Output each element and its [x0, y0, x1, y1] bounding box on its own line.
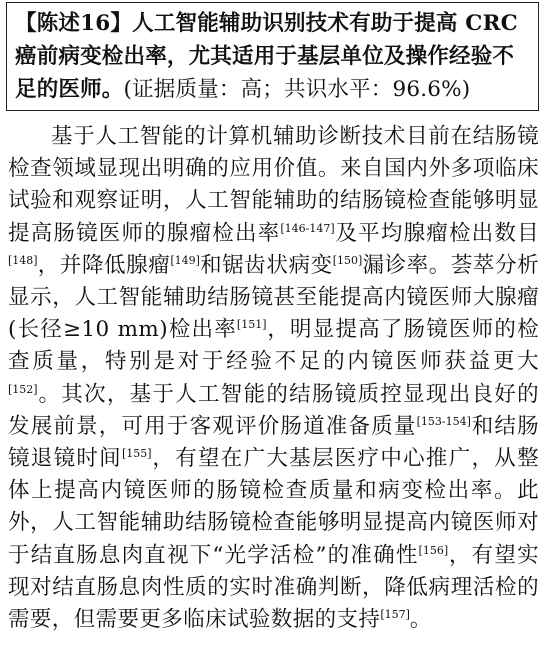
citation-reference: [150]: [332, 253, 363, 267]
citation-reference: [152]: [8, 382, 38, 396]
body-paragraph: [6, 121, 539, 636]
document-page: [0, 2, 547, 661]
paragraph-text: 。: [409, 607, 432, 633]
citation-reference: [157]: [380, 607, 410, 621]
citation-reference: [153-154]: [416, 414, 471, 428]
paragraph-text: 基于人工智能的计算机辅助诊断技术目前在结肠镜检查领域显现出明确的应用价值。来自国内外多项临床试验和观察证明，人工智能辅助的结肠镜检查能够明显提高肠镜医师的腺瘤检出率: [8, 124, 539, 246]
citation-reference: [149]: [170, 253, 200, 267]
paragraph-text: 。其次，基于人工智能的结肠镜质控显现出良好的发展前景，可用于客观评价肠道准备质量: [8, 381, 539, 439]
paragraph-text: 及平均腺瘤检出数目: [334, 220, 539, 246]
paragraph-text: ，有望在广大基层医疗中心推广，从整体上提高内镜医师的肠镜检查质量和病变检出率。此外，人工智能辅助结肠镜检查能够明显提高内镜医师对于结直肠息肉直视下“光学活检”的准确性: [8, 446, 539, 568]
statement-box: [6, 2, 539, 111]
citation-reference: [151]: [236, 318, 267, 332]
evidence-note: (证据质量：高；共识水平：96.6%): [123, 77, 471, 102]
citation-reference: [148]: [8, 253, 38, 267]
citation-reference: [156]: [418, 543, 449, 557]
statement-title: 【陈述16】人工智能辅助识别技术有助于提高 CRC 癌前病变检出率，尤其适用于基层单位及操作经验不足的医师。: [15, 11, 518, 102]
paragraph-text: ，并降低腺瘤: [37, 252, 171, 278]
paragraph-text: 和结肠镜退镜时间: [8, 413, 540, 472]
paragraph-text: 和锯齿状病变: [199, 252, 333, 278]
paragraph-text: ，明显提高了肠镜医师的检查质量，特别是对于经验不足的内镜医师获益更大: [8, 317, 539, 375]
citation-reference: [155]: [121, 446, 152, 460]
citation-reference: [146-147]: [280, 221, 335, 235]
paragraph-text: ，有望实现对结直肠息肉性质的实时准确判断，降低病理活检的需要，但需要更多临床试验数据的支持: [8, 542, 539, 633]
paragraph-text: 漏诊率。荟萃分析显示，人工智能辅助结肠镜甚至能提高内镜医师大腺瘤(长径≥10 mm)检出率: [8, 252, 540, 343]
